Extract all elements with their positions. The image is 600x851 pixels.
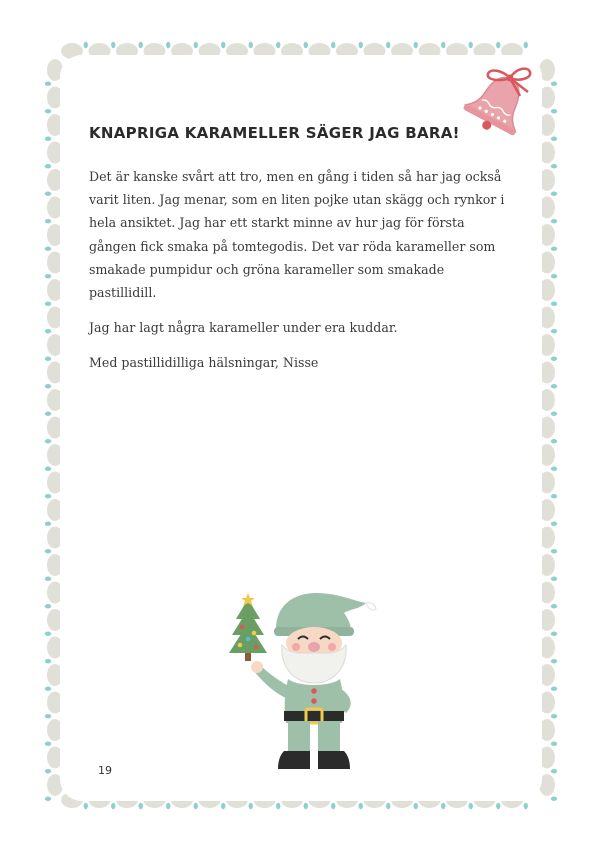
gnome-holding-tree-icon <box>226 583 386 775</box>
border-dot <box>359 803 363 809</box>
paragraph-1-line: smakade pumpidur och gröna karameller som smakade <box>89 261 445 277</box>
border-dot <box>45 357 51 361</box>
border-dot <box>45 659 51 663</box>
letter-heading: KNAPRIGA KARAMELLER SÄGER JAG BARA! <box>89 124 460 142</box>
letter-body <box>89 165 529 387</box>
border-dot <box>45 769 51 773</box>
border-dot <box>551 549 557 553</box>
border-dot <box>45 274 51 278</box>
border-dot <box>551 687 557 691</box>
border-dot <box>166 42 170 48</box>
paragraph-1-line: pastillidill. <box>89 285 157 301</box>
border-dot <box>45 164 51 168</box>
border-dot <box>551 494 557 498</box>
border-dot <box>551 137 557 141</box>
border-dot <box>441 42 445 48</box>
border-dot <box>551 632 557 636</box>
border-dot <box>551 439 557 443</box>
border-dot <box>249 803 253 809</box>
border-dot <box>276 42 280 48</box>
border-dot <box>551 714 557 718</box>
border-dot <box>469 803 473 809</box>
border-dot <box>45 577 51 581</box>
border-dot <box>45 412 51 416</box>
page-number: 19 <box>98 764 112 777</box>
border-dot <box>551 659 557 663</box>
border-dot <box>414 42 418 48</box>
border-dot <box>276 803 280 809</box>
border-dot <box>331 42 335 48</box>
paragraph-2: Jag har lagt några karameller under era kuddar. <box>89 320 398 336</box>
border-dot <box>551 302 557 306</box>
border-dot <box>45 687 51 691</box>
border-dot <box>45 467 51 471</box>
border-dot <box>359 42 363 48</box>
border-dot <box>45 192 51 196</box>
border-dot <box>194 42 198 48</box>
border-dot <box>45 109 51 113</box>
border-dot <box>551 412 557 416</box>
border-dot <box>194 803 198 809</box>
border-dot <box>551 742 557 746</box>
paragraph-1-line: gången fick smaka på tomtegodis. Det var röda karameller som <box>89 238 496 254</box>
border-dot <box>551 577 557 581</box>
border-dot <box>551 329 557 333</box>
paragraph-1-line: Det är kanske svårt att tro, men en gång i tiden så har jag också <box>89 169 502 184</box>
border-dot <box>524 42 528 48</box>
border-dot <box>551 769 557 773</box>
border-dot <box>221 803 225 809</box>
border-dot <box>45 219 51 223</box>
border-dot <box>469 42 473 48</box>
border-dot <box>45 384 51 388</box>
border-dot <box>45 797 51 801</box>
border-dot <box>45 549 51 553</box>
border-dot <box>551 219 557 223</box>
border-dot <box>551 522 557 526</box>
border-dot <box>221 42 225 48</box>
border-dot <box>551 247 557 251</box>
border-dot <box>441 803 445 809</box>
border-dot <box>496 42 500 48</box>
border-dot <box>45 604 51 608</box>
border-dot <box>45 714 51 718</box>
border-dot <box>551 164 557 168</box>
border-dot <box>45 522 51 526</box>
border-dot <box>386 803 390 809</box>
border-dot <box>551 467 557 471</box>
signoff: Med pastillidilliga hälsningar, Nisse <box>89 355 319 371</box>
border-dot <box>524 803 528 809</box>
border-dot <box>551 274 557 278</box>
border-dot <box>139 42 143 48</box>
border-dot <box>551 384 557 388</box>
border-dot <box>45 137 51 141</box>
border-dot <box>45 302 51 306</box>
border-dot <box>45 742 51 746</box>
border-dot <box>551 82 557 86</box>
border-dot <box>166 803 170 809</box>
border-dot <box>304 42 308 48</box>
border-dot <box>551 357 557 361</box>
border-dot <box>414 803 418 809</box>
border-dot <box>551 192 557 196</box>
border-dot <box>551 109 557 113</box>
border-dot <box>249 42 253 48</box>
border-dot <box>45 494 51 498</box>
border-dot <box>331 803 335 809</box>
border-dot <box>139 803 143 809</box>
border-dot <box>496 803 500 809</box>
border-dot <box>304 803 308 809</box>
border-dot <box>45 82 51 86</box>
border-dot <box>45 632 51 636</box>
border-dot <box>551 604 557 608</box>
border-dot <box>45 329 51 333</box>
border-dot <box>45 439 51 443</box>
border-dot <box>84 42 88 48</box>
paragraph-1-line: varit liten. Jag menar, som en liten pojke utan skägg och rynkor i <box>89 192 505 208</box>
border-dot <box>111 803 115 809</box>
border-dot <box>84 803 88 809</box>
paragraph-1-line: hela ansiktet. Jag har ett starkt minne av hur jag för första <box>89 215 465 231</box>
paragraph-1 <box>89 165 529 304</box>
border-dot <box>551 797 557 801</box>
border-dot <box>386 42 390 48</box>
border-dot <box>45 247 51 251</box>
border-dot <box>111 42 115 48</box>
